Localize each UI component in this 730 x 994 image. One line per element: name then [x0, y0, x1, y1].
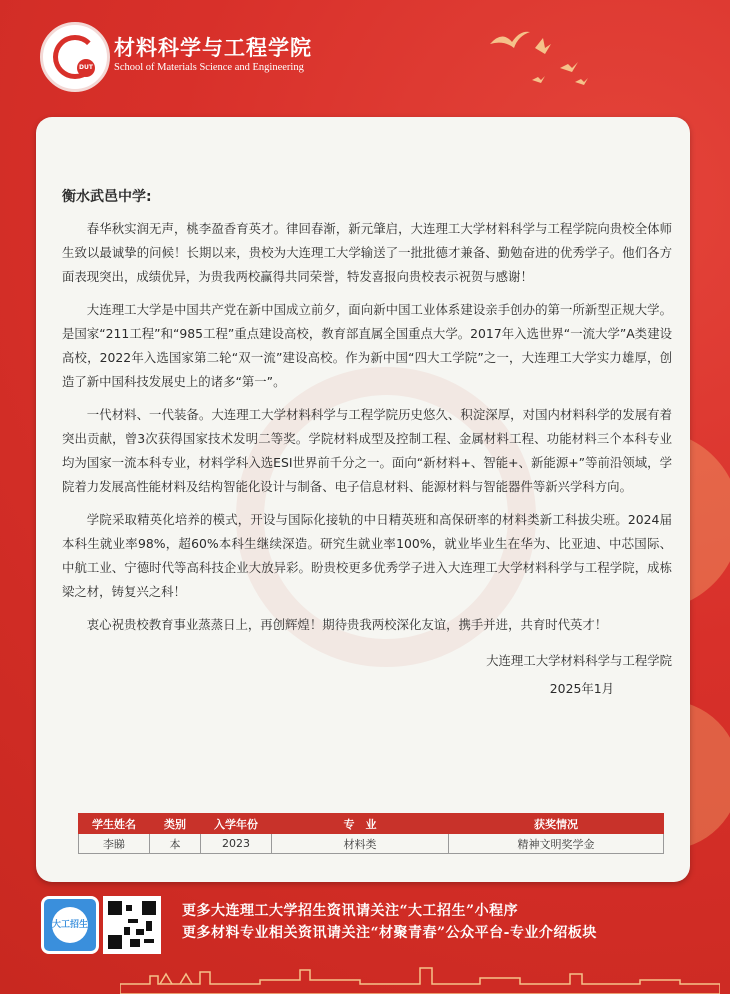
- table-row: [79, 834, 664, 854]
- logo-text: DUT: [77, 59, 95, 77]
- qr-code-icon[interactable]: [103, 896, 161, 954]
- flying-birds-icon: [480, 20, 600, 100]
- letter-salutation: 衡水武邑中学:: [62, 189, 152, 205]
- letter-date: 2025年1月: [549, 681, 614, 696]
- letter-card: [36, 117, 690, 882]
- letter-paragraph: 一代材料、一代装备。大连理工大学材料科学与工程学院历史悠久、积淀深厚，对国内材料科学的发展有着突出贡献，曾3次获得国家技术发明二等奖。学院材料成型及控制工程、金属材料工程、功能材料三个本科专业均为国家一流本科专业，材料学科入选ESI世界前千分之一。面向“新材料+、智能+、新能源+”等前沿领域，学院着力发展高性能材料及结构智能化设计与制备、电子信息材料、能源材料与智能器件等新兴学科方向。: [62, 407, 672, 494]
- promo-text: [182, 900, 597, 944]
- cell-student-name: 李睇: [79, 834, 150, 854]
- letter-signature-block: [62, 647, 672, 703]
- promo-footer: [36, 890, 690, 960]
- letter-paragraph: 衷心祝贵校教育事业蒸蒸日上，再创辉煌！期待贵我两校深化友谊，携手并进，共育时代英才！: [86, 617, 608, 632]
- promo-line-public-account: 更多材料专业相关资讯请关注“材聚青春”公众平台-专业介绍板块: [182, 925, 597, 941]
- letter-paragraph: 春华秋实润无声，桃李盈香育英才。律回春渐，新元肇启，大连理工大学材料科学与工程学院向贵校全体师生致以最诚挚的问候！长期以来，贵校为大连理工大学输送了一批批德才兼备、勤勉奋进的优秀学子。他们各方面表现突出，成绩优异，为贵我两校赢得共同荣誉，特发喜报向贵校表示祝贺与感谢！: [62, 221, 672, 284]
- school-logo: [40, 22, 110, 92]
- letter-paragraph: 学院采取精英化培养的模式，开设与国际化接轨的中日精英班和高保研率的材料类新工科拔尖班。2024届本科生就业率98%，超60%本科生继续深造。研究生就业率100%，就业毕业生在华为、比亚迪、中芯国际、中航工业、宁德时代等高科技企业大放异彩。盼贵校更多优秀学子进入大连理工大学材料科学与工程学院，成栋梁之材，铸复兴之科！: [62, 512, 672, 599]
- table-header-row: [79, 814, 664, 834]
- promo-line-mini-program: 更多大连理工大学招生资讯请关注“大工招生”小程序: [182, 903, 519, 919]
- mini-program-code[interactable]: [41, 896, 99, 954]
- letter-paragraph: 大连理工大学是中国共产党在新中国成立前夕，面向新中国工业体系建设亲手创办的第一所新型正规大学。是国家“211工程”和“985工程”重点建设高校，教育部直属全国重点大学。2017年入选世界“一流大学”A类建设高校，2022年入选国家第二轮“双一流”建设高校。作为新中国“四大工学院”之一，大连理工大学实力雄厚，创造了新中国科技发展史上的诸多“第一”。: [62, 302, 672, 389]
- cell-award: 精神文明奖学金: [449, 834, 664, 854]
- col-award: 获奖情况: [449, 814, 664, 834]
- col-student-name: 学生姓名: [79, 814, 150, 834]
- col-enrollment-year: 入学年份: [201, 814, 272, 834]
- city-skyline-icon: [120, 962, 720, 994]
- letter-body: [62, 185, 672, 703]
- cell-category: 本: [150, 834, 201, 854]
- col-category: 类别: [150, 814, 201, 834]
- school-name-en: School of Materials Science and Engineering: [114, 62, 304, 73]
- mini-program-label: 大工招生: [52, 907, 88, 943]
- cell-major: 材料类: [272, 834, 449, 854]
- cell-enrollment-year: 2023: [201, 834, 272, 854]
- letter-signature: 大连理工大学材料科学与工程学院: [486, 653, 672, 668]
- col-major: 专 业: [272, 814, 449, 834]
- school-name-cn: 材料科学与工程学院: [114, 35, 312, 60]
- student-award-table: [78, 813, 664, 854]
